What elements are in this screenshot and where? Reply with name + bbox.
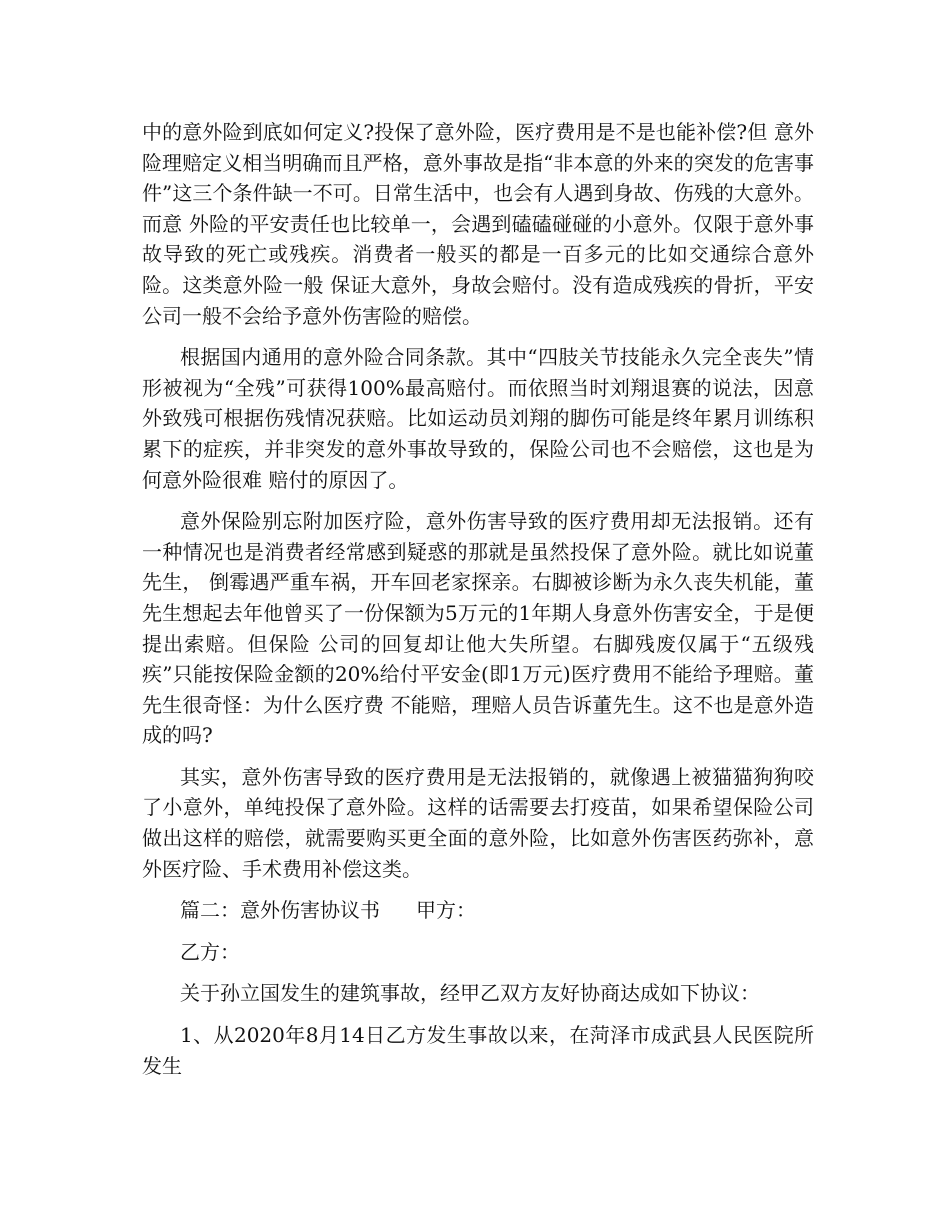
paragraph-mr-dong-case: 意外保险别忘附加医疗险，意外伤害导致的医疗费用却无法报销。还有一种情况也是消费者经常感到疑惑的那就是虽然投保了意外险。就比如说董先生， 倒霉遇严重车祸，开车回老家探亲。右脚被诊断为永久丧失机能，董先生想起去年他曾买了一份保额为5万元的1年期人身意外伤害安全，于是便提出索赔。但保险 公司的回复却让他大失所望。右脚残废仅属于“五级残疾”只能按保险金额的20%给付平安金(即1万元)医疗费用不能给予理赔。董先生很奇怪：为什么医疗费 不能赔，理赔人员告诉董先生。这不也是意外造成的吗?	[142, 509, 814, 748]
party-a-label: 甲方：	[416, 898, 476, 923]
paragraph-accident-insurance-definition: 中的意外险到底如何定义?投保了意外险，医疗费用是不是也能补偿?但 意外险理赔定义相当明确而且严格，意外事故是指“非本意的外来的突发的危害事件”这三个条件缺一不可。日常生活中，也会有人遇到身故、伤残的大意外。而意 外险的平安责任也比较单一，会遇到磕磕碰碰的小意外。仅限于意外事故导致的死亡或残疾。消费者一般买的都是一百多元的比如交通综合意外险。这类意外险一般 保证大意外，身故会赔付。没有造成残疾的骨折，平安公司一般不会给予意外伤害险的赔偿。	[142, 120, 814, 328]
agreement-title: 篇二：意外伤害协议书	[180, 898, 380, 923]
agreement-intro: 关于孙立国发生的建筑事故，经甲乙双方友好协商达成如下协议：	[180, 981, 760, 1006]
agreement-clause-1: 1、从2020年8月14日乙方发生事故以来，在菏泽市成武县人民医院所发生	[142, 1023, 814, 1078]
document-body	[142, 117, 814, 1092]
paragraph-liu-xiang-case: 根据国内通用的意外险合同条款。其中“四肢关节技能永久完全丧失”情形被视为“全残”可获得100%最高赔付。而依照当时刘翔退赛的说法，因意 外致残可根据伤残情况获赔。比如运动员刘翔的脚伤可能是终年累月训练积累下的症疾，并非突发的意外事故导致的，保险公司也不会赔偿，这也是为何意外险很难 赔付的原因了。	[142, 345, 814, 492]
agreement-heading-line	[142, 895, 814, 926]
party-b-label: 乙方：	[180, 939, 240, 964]
paragraph-medical-expenses: 其实，意外伤害导致的医疗费用是无法报销的，就像遇上被猫猫狗狗咬了小意外，单纯投保了意外险。这样的话需要去打疫苗，如果希望保险公司做出这样的赔偿，就需要购买更全面的意外险，比如意外伤害医药弥补，意外医疗险、手术费用补偿这类。	[142, 764, 814, 881]
